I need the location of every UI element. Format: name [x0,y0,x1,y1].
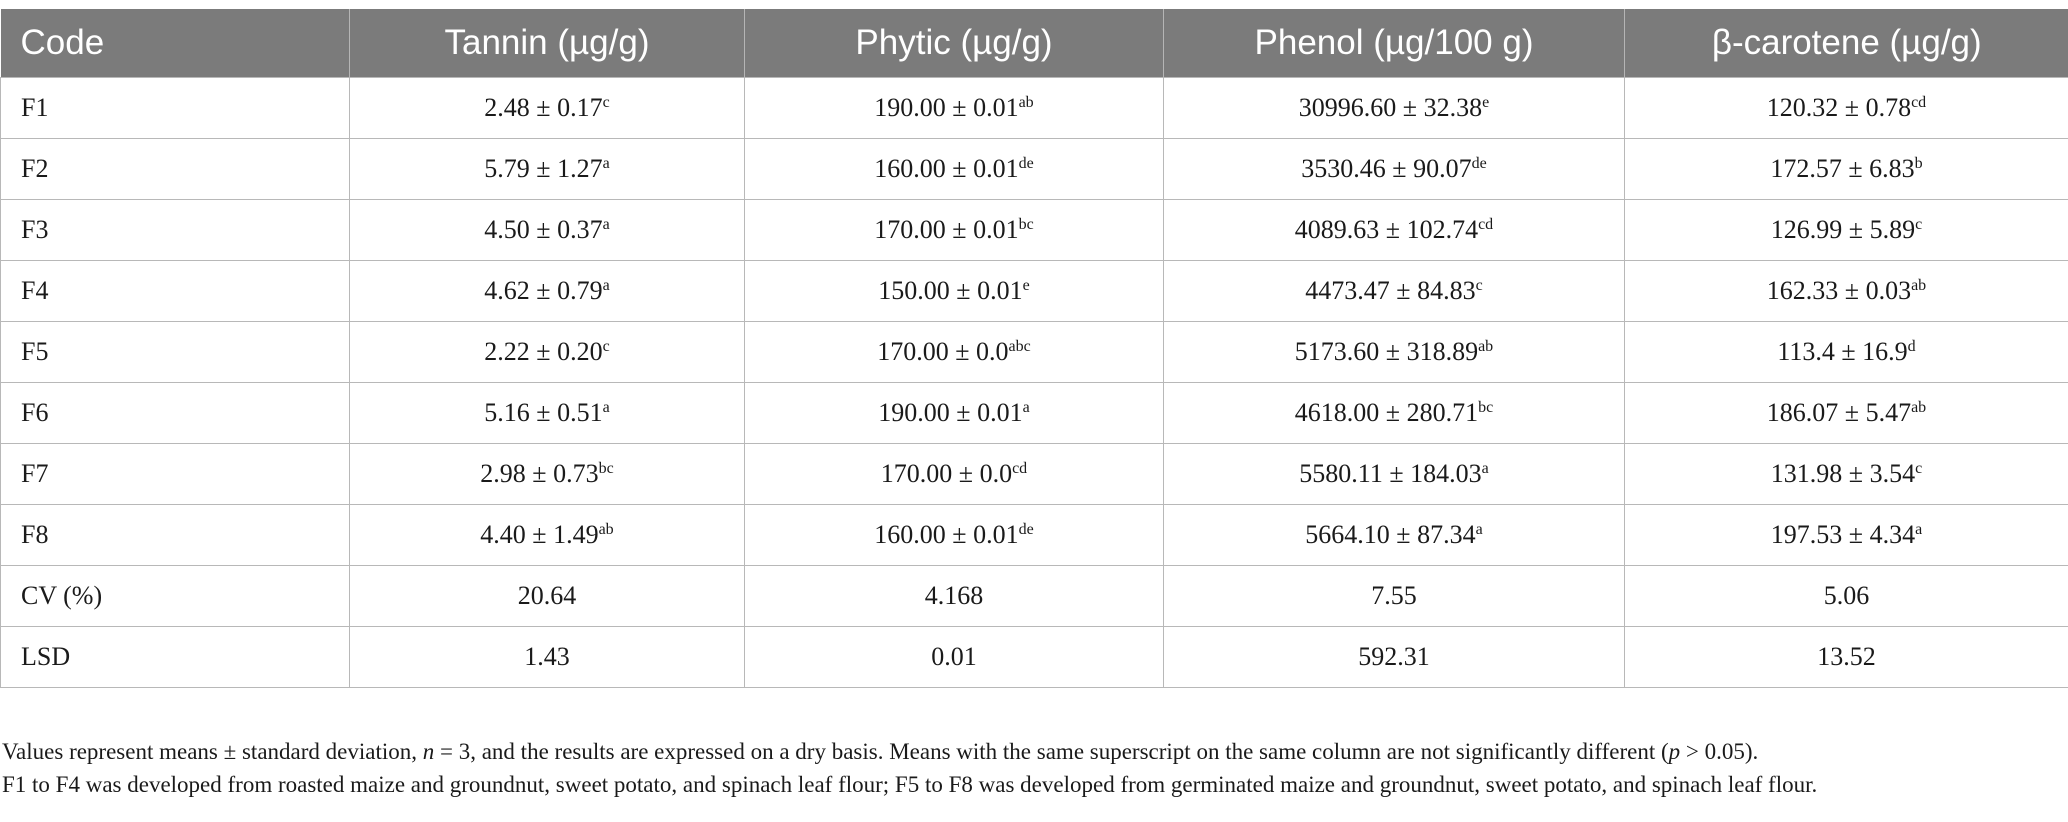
significance-superscript: ab [598,521,614,538]
significance-superscript: cd [1012,460,1028,477]
cell-value: 0.01 [931,642,977,671]
table-cell [1625,505,2068,566]
significance-superscript: b [1914,155,1923,172]
composition-table [0,9,2068,688]
table-cell [1164,322,1625,383]
significance-superscript: ab [1018,94,1034,111]
cell-value: 131.98 ± 3.54 [1770,459,1916,488]
significance-superscript: a [602,155,610,172]
table-cell [350,627,745,688]
cell-value: 5.16 ± 0.51 [484,398,603,427]
significance-superscript: c [1475,277,1483,294]
table-row [1,444,2068,505]
cell-value: 592.31 [1358,642,1430,671]
row-code: F8 [1,505,350,566]
table-container [0,9,2068,688]
header-phenol: Phenol (µg/100 g) [1164,9,1625,78]
cell-value: 2.22 ± 0.20 [484,337,603,366]
table-cell [1164,383,1625,444]
table-cell [350,383,745,444]
significance-superscript: ab [1911,399,1927,416]
significance-superscript: e [1022,277,1030,294]
cell-value: 120.32 ± 0.78 [1766,93,1912,122]
cell-value: 170.00 ± 0.0 [880,459,1013,488]
table-cell [1164,78,1625,139]
table-cell [350,200,745,261]
significance-superscript: a [1475,521,1483,538]
cell-value: 5580.11 ± 184.03 [1299,459,1482,488]
table-footnote [2,735,2062,801]
table-row [1,139,2068,200]
table-cell [745,383,1164,444]
table-cell [1625,139,2068,200]
cell-value: 2.48 ± 0.17 [484,93,603,122]
row-code: CV (%) [1,566,350,627]
table-cell [745,627,1164,688]
cell-value: 5.06 [1823,581,1870,610]
row-code: F5 [1,322,350,383]
table-cell [745,444,1164,505]
cell-value: 160.00 ± 0.01 [874,520,1019,549]
cell-value: 3530.46 ± 90.07 [1301,154,1472,183]
cell-value: 4.168 [924,581,984,610]
significance-superscript: a [1022,399,1030,416]
cell-value: 126.99 ± 5.89 [1770,215,1916,244]
significance-superscript: a [1915,521,1923,538]
significance-superscript: cd [1911,94,1927,111]
table-row [1,383,2068,444]
table-cell [745,78,1164,139]
cell-value: 4.40 ± 1.49 [480,520,599,549]
table-cell [1164,627,1625,688]
significance-superscript: c [602,94,610,111]
table-cell [1625,78,2068,139]
cell-value: 13.52 [1817,642,1876,671]
significance-superscript: ab [1911,277,1927,294]
table-cell [745,505,1164,566]
table-row [1,322,2068,383]
table-cell [350,444,745,505]
cell-value: 113.4 ± 16.9 [1777,337,1908,366]
significance-superscript: c [1915,460,1923,477]
significance-superscript: de [1018,155,1034,172]
table-cell [1625,566,2068,627]
significance-superscript: de [1018,521,1034,538]
table-cell [1625,322,2068,383]
table-row [1,261,2068,322]
row-code: F1 [1,78,350,139]
table-row [1,566,2068,627]
table-row [1,627,2068,688]
header-tannin: Tannin (µg/g) [350,9,745,78]
significance-superscript: a [1481,460,1489,477]
significance-superscript: bc [1018,216,1034,233]
header-row [1,9,2068,78]
cell-value: 170.00 ± 0.01 [874,215,1019,244]
cell-value: 4089.63 ± 102.74 [1294,215,1479,244]
significance-superscript: a [602,399,610,416]
significance-superscript: a [602,216,610,233]
row-code: F6 [1,383,350,444]
significance-superscript: abc [1008,338,1031,355]
table-cell [350,261,745,322]
row-code: LSD [1,627,350,688]
cell-value: 170.00 ± 0.0 [877,337,1009,366]
table-row [1,78,2068,139]
cell-value: 30996.60 ± 32.38 [1298,93,1483,122]
table-cell [350,322,745,383]
significance-superscript: bc [1478,399,1494,416]
table-cell [1164,444,1625,505]
cell-value: 5664.10 ± 87.34 [1305,520,1476,549]
row-code: F3 [1,200,350,261]
cell-value: 172.57 ± 6.83 [1770,154,1915,183]
table-cell [1625,444,2068,505]
table-cell [745,139,1164,200]
header-phytic: Phytic (µg/g) [745,9,1164,78]
significance-superscript: ab [1478,338,1494,355]
footnote-line-2: F1 to F4 was developed from roasted maize and groundnut, sweet potato, and spinach leaf flour; F5 to F8 was developed from germinated maize and groundnut, sweet potato, and spinach leaf flour. [2,772,1818,797]
cell-value: 197.53 ± 4.34 [1770,520,1916,549]
header-code: Code [1,9,350,78]
row-code: F7 [1,444,350,505]
row-code: F2 [1,139,350,200]
cell-value: 150.00 ± 0.01 [878,276,1023,305]
table-cell [350,139,745,200]
cell-value: 1.43 [524,642,570,671]
significance-superscript: c [602,338,610,355]
cell-value: 2.98 ± 0.73 [480,459,599,488]
cell-value: 4618.00 ± 280.71 [1294,398,1479,427]
cell-value: 186.07 ± 5.47 [1766,398,1912,427]
significance-superscript: a [602,277,610,294]
table-row [1,200,2068,261]
table-cell [745,322,1164,383]
header-beta-carotene: β-carotene (µg/g) [1625,9,2068,78]
table-row [1,505,2068,566]
table-cell [745,261,1164,322]
cell-value: 4.50 ± 0.37 [484,215,603,244]
row-code: F4 [1,261,350,322]
table-cell [350,505,745,566]
table-cell [1625,261,2068,322]
table-cell [350,78,745,139]
cell-value: 162.33 ± 0.03 [1766,276,1912,305]
cell-value: 5173.60 ± 318.89 [1294,337,1479,366]
cell-value: 4.62 ± 0.79 [484,276,603,305]
table-cell [1625,200,2068,261]
cell-value: 190.00 ± 0.01 [878,398,1023,427]
cell-value: 7.55 [1371,581,1417,610]
significance-superscript: cd [1478,216,1494,233]
footnote-line-1: Values represent means ± standard deviation, n = 3, and the results are expressed on a dry basis. Means with the same superscript on the same column are not significantly different (p > 0.05). [2,739,1759,764]
significance-superscript: c [1915,216,1923,233]
table-cell [1164,200,1625,261]
table-cell [350,566,745,627]
table-cell [1164,566,1625,627]
table-cell [745,200,1164,261]
cell-value: 4473.47 ± 84.83 [1305,276,1476,305]
significance-superscript: de [1471,155,1487,172]
significance-superscript: bc [598,460,614,477]
table-cell [1625,383,2068,444]
table-cell [1625,627,2068,688]
table-cell [1164,261,1625,322]
table-cell [1164,505,1625,566]
table-cell [745,566,1164,627]
significance-superscript: e [1482,94,1490,111]
cell-value: 160.00 ± 0.01 [874,154,1019,183]
cell-value: 5.79 ± 1.27 [484,154,603,183]
cell-value: 20.64 [517,581,577,610]
significance-superscript: d [1907,338,1916,355]
cell-value: 190.00 ± 0.01 [874,93,1019,122]
table-cell [1164,139,1625,200]
